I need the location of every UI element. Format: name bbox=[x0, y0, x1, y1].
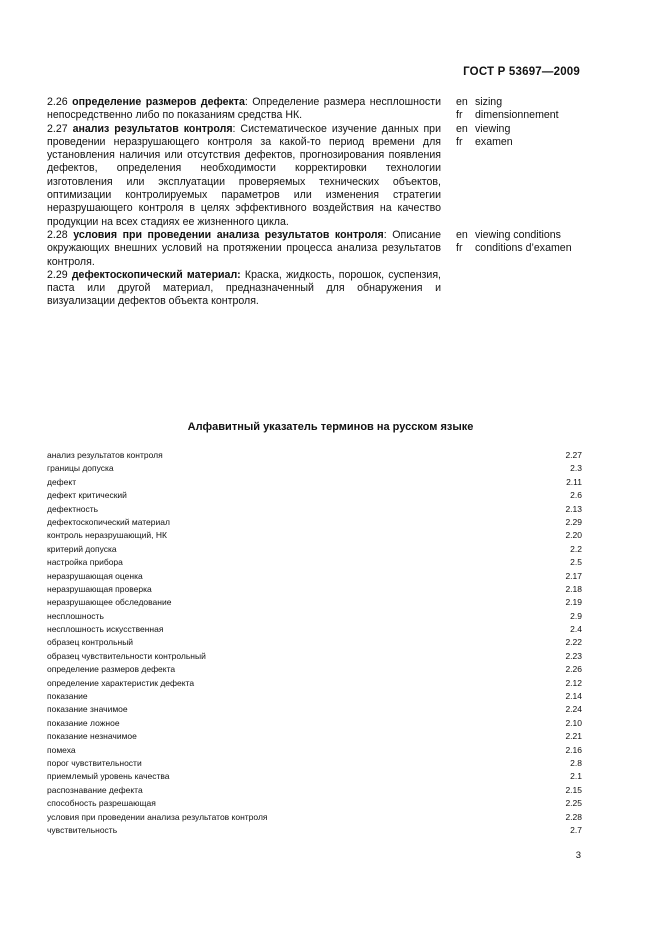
index-ref: 2.5 bbox=[570, 557, 582, 568]
index-term: чувствительность bbox=[47, 824, 118, 835]
index-entry bbox=[47, 583, 582, 596]
index-term: показание ложное bbox=[47, 717, 120, 728]
definition-term: дефектоскопический материал: bbox=[71, 268, 241, 281]
index-entry bbox=[47, 516, 582, 529]
definition-body: : Систематическое изучение данных при проведении неразрушающего контроля за какой-то период времени для установления наличия или отсутствия дефектов, прогнозирования появления дефектов, определения необходимости корректировки технологии изготовления или эксплуатации проверяемых технических объектов, оптимизации контролируемых параметров или изменения стратегии неразрушающего контроля в целях эффективного воздействия на качество продукции на всех стадиях ее жизненного цикла. bbox=[47, 122, 441, 228]
index-ref: 2.24 bbox=[565, 704, 582, 715]
index-entry bbox=[47, 744, 582, 757]
index-ref: 2.11 bbox=[566, 476, 582, 487]
index-term: настройка прибора bbox=[47, 557, 123, 568]
index-ref: 2.27 bbox=[565, 450, 582, 460]
alphabetical-index bbox=[47, 449, 582, 837]
index-entry bbox=[47, 690, 582, 703]
index-term: образец чувствительности контрольный bbox=[47, 650, 206, 661]
standard-header: ГОСТ Р 53697—2009 bbox=[463, 66, 580, 78]
index-entry bbox=[47, 570, 582, 583]
index-entry bbox=[47, 596, 582, 609]
index-ref: 2.3 bbox=[570, 463, 582, 474]
index-ref: 2.25 bbox=[565, 798, 582, 809]
index-entry bbox=[47, 489, 582, 502]
definition-number: 2.28 bbox=[47, 228, 68, 241]
definition-term: определение размеров дефекта bbox=[72, 96, 245, 108]
index-entry bbox=[47, 663, 582, 676]
equivalent-term: dimensionnement bbox=[475, 109, 559, 122]
index-term: дефект критический bbox=[47, 490, 127, 501]
index-ref: 2.2 bbox=[570, 543, 582, 554]
index-entry bbox=[47, 556, 582, 569]
equivalent-lang: en bbox=[456, 96, 468, 108]
definition-2-27 bbox=[47, 123, 582, 229]
index-ref: 2.20 bbox=[565, 530, 582, 541]
index-term: способность разрешающая bbox=[47, 798, 156, 809]
index-term: условия при проведении анализа результатов контроля bbox=[47, 811, 268, 822]
equivalent-term: viewing bbox=[475, 122, 511, 135]
index-entry bbox=[47, 636, 582, 649]
definition-text bbox=[47, 229, 441, 269]
definitions-section bbox=[47, 96, 582, 309]
index-term: неразрушающее обследование bbox=[47, 597, 172, 608]
equivalent-term: sizing bbox=[475, 96, 503, 108]
definition-term: условия при проведении анализа результатов контроля bbox=[73, 228, 384, 241]
index-entry bbox=[47, 449, 582, 462]
definition-2-28 bbox=[47, 229, 582, 269]
index-term: критерий допуска bbox=[47, 543, 117, 554]
index-ref: 2.19 bbox=[565, 597, 582, 608]
definition-number: 2.29 bbox=[47, 268, 68, 281]
index-ref: 2.4 bbox=[570, 624, 582, 635]
index-term: несплошность искусственная bbox=[47, 624, 164, 635]
index-entry bbox=[47, 770, 582, 783]
index-term: показание bbox=[47, 691, 88, 702]
index-entry bbox=[47, 717, 582, 730]
index-entry bbox=[47, 462, 582, 475]
index-term: дефект bbox=[47, 476, 77, 487]
index-term: приемлемый уровень качества bbox=[47, 771, 170, 782]
index-ref: 2.15 bbox=[565, 784, 582, 795]
page-number: 3 bbox=[575, 850, 581, 861]
index-ref: 2.14 bbox=[565, 691, 582, 702]
equivalent-lang: fr bbox=[456, 242, 463, 255]
index-entry bbox=[47, 543, 582, 556]
definition-text bbox=[47, 123, 441, 229]
index-ref: 2.12 bbox=[565, 677, 582, 688]
index-entry bbox=[47, 623, 582, 636]
index-term: неразрушающая проверка bbox=[47, 583, 152, 594]
index-ref: 2.7 bbox=[570, 824, 582, 835]
index-term: образец контрольный bbox=[47, 637, 134, 648]
index-ref: 2.1 bbox=[570, 771, 582, 782]
index-entry bbox=[47, 503, 582, 516]
index-entry bbox=[47, 476, 582, 489]
index-term: контроль неразрушающий, НК bbox=[47, 530, 167, 541]
index-term: неразрушающая оценка bbox=[47, 570, 143, 581]
index-term: дефектоскопический материал bbox=[47, 516, 170, 527]
term-equivalents bbox=[456, 229, 572, 256]
index-entry bbox=[47, 757, 582, 770]
index-title: Алфавитный указатель терминов на русском языке bbox=[187, 421, 474, 433]
term-equivalents bbox=[456, 96, 559, 123]
index-entry bbox=[47, 650, 582, 663]
definition-body: Краска, жидкость, порошок, суспензия, паста или другой материал, предназначенный для обнаружения и визуализации дефектов объекта контроля. bbox=[47, 268, 441, 308]
index-term: показание незначимое bbox=[47, 731, 137, 742]
definition-2-26 bbox=[47, 96, 582, 123]
definition-body: : Определение размера несплошности непосредственно либо по показаниям средства НК. bbox=[47, 96, 441, 122]
index-ref: 2.6 bbox=[570, 490, 582, 501]
index-ref: 2.9 bbox=[570, 610, 582, 621]
equivalent-lang: en bbox=[456, 228, 468, 241]
definition-2-29 bbox=[47, 269, 582, 309]
index-entry bbox=[47, 610, 582, 623]
index-ref: 2.29 bbox=[565, 516, 582, 527]
index-term: помеха bbox=[47, 744, 76, 755]
index-entry bbox=[47, 529, 582, 542]
index-entry bbox=[47, 730, 582, 743]
index-term: определение характеристик дефекта bbox=[47, 677, 195, 688]
definition-term: анализ результатов контроля bbox=[72, 122, 233, 135]
index-ref: 2.16 bbox=[565, 744, 582, 755]
index-entry bbox=[47, 824, 582, 837]
index-term: дефектность bbox=[47, 503, 99, 514]
definition-number: 2.27 bbox=[47, 122, 68, 135]
index-term: показание значимое bbox=[47, 704, 128, 715]
equivalent-term: conditions d’examen bbox=[475, 242, 572, 255]
index-term: анализ результатов контроля bbox=[47, 450, 163, 460]
index-ref: 2.13 bbox=[565, 503, 582, 514]
index-ref: 2.23 bbox=[565, 650, 582, 661]
index-ref: 2.26 bbox=[565, 664, 582, 675]
index-ref: 2.8 bbox=[570, 757, 582, 768]
index-entry bbox=[47, 797, 582, 810]
equivalent-lang: fr bbox=[456, 109, 463, 122]
index-ref: 2.28 bbox=[565, 811, 582, 822]
index-term: границы допуска bbox=[47, 463, 114, 474]
index-entry bbox=[47, 784, 582, 797]
index-ref: 2.21 bbox=[565, 731, 582, 742]
equivalent-lang: en bbox=[456, 122, 468, 135]
index-entry bbox=[47, 703, 582, 716]
definition-body: : Описание окружающих внешних условий на протяжении процесса анализа результатов контроля. bbox=[47, 228, 441, 268]
index-term: определение размеров дефекта bbox=[47, 664, 176, 675]
index-ref: 2.17 bbox=[565, 570, 582, 581]
index-term: распознавание дефекта bbox=[47, 784, 143, 795]
index-entry bbox=[47, 811, 582, 824]
index-entry bbox=[47, 677, 582, 690]
definition-text bbox=[47, 96, 441, 123]
index-term: порог чувствительности bbox=[47, 757, 142, 768]
equivalent-term: examen bbox=[475, 135, 513, 148]
definition-text bbox=[47, 269, 441, 309]
equivalent-term: viewing conditions bbox=[475, 228, 561, 241]
index-term: несплошность bbox=[47, 610, 104, 621]
term-equivalents bbox=[456, 123, 513, 150]
index-ref: 2.18 bbox=[565, 583, 582, 594]
index-ref: 2.10 bbox=[565, 717, 582, 728]
equivalent-lang: fr bbox=[456, 135, 463, 148]
index-ref: 2.22 bbox=[565, 637, 582, 648]
definition-number: 2.26 bbox=[47, 96, 68, 108]
